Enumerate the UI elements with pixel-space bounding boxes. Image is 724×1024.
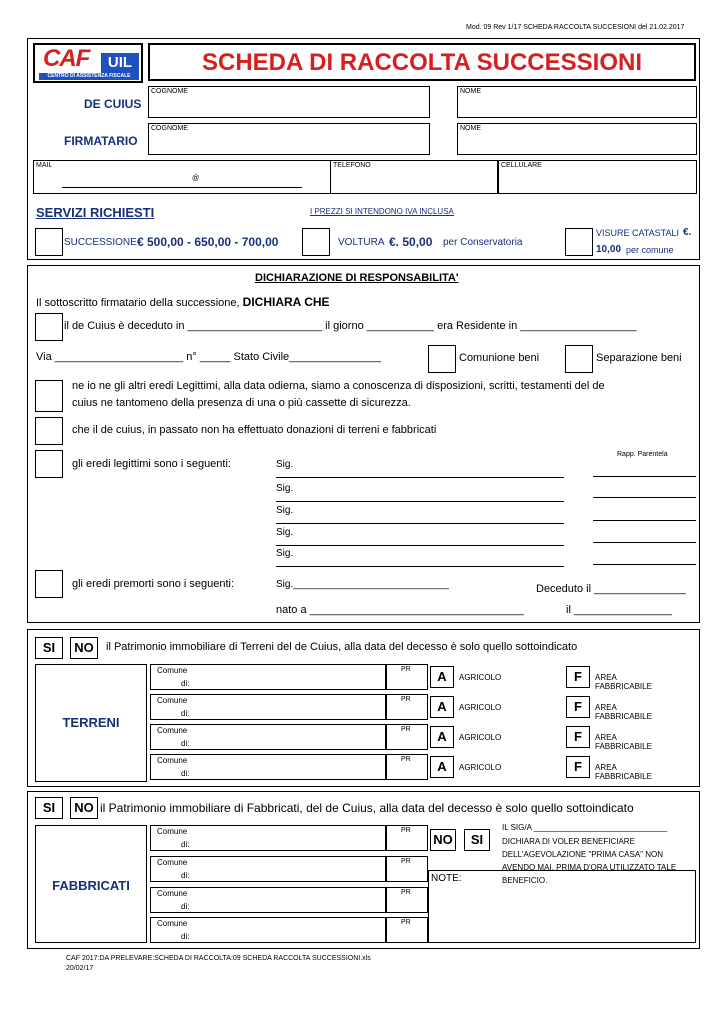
donazioni-checkbox[interactable] — [35, 417, 63, 445]
pr-label: PR — [401, 889, 411, 896]
sig-label: Sig. — [276, 505, 294, 516]
voltura-checkbox[interactable] — [302, 228, 330, 256]
title-frame — [148, 43, 696, 81]
prima-casa-text1: DICHIARA DI VOLER BENEFICIARE — [502, 837, 635, 846]
area-checkbox[interactable]: F — [566, 696, 590, 718]
field-label: NOME — [460, 125, 481, 132]
fabbricati-label: FABBRICATI — [52, 878, 130, 893]
premorti-label: gli eredi premorti sono i seguenti: — [72, 578, 235, 590]
comune-label: Comune — [157, 889, 188, 898]
comune-label: Comune — [157, 726, 188, 735]
dichiarazione-section — [27, 265, 700, 623]
nato-a[interactable]: nato a ___________________________________ — [276, 604, 524, 616]
terreni-si[interactable]: SI — [35, 637, 63, 659]
telefono-field[interactable] — [330, 160, 498, 194]
firmatario-cognome-field[interactable] — [148, 123, 430, 155]
legittimi-checkbox[interactable] — [35, 450, 63, 478]
sig-label: Sig. — [276, 548, 294, 559]
decuius-label: DE CUIUS — [84, 97, 142, 111]
erede-row[interactable] — [276, 483, 564, 502]
area-label: AREA FABBRICABILE — [595, 673, 652, 691]
testamenti-checkbox[interactable] — [35, 380, 63, 412]
logo-uil: UIL — [101, 53, 139, 73]
parentela-line[interactable] — [593, 476, 696, 477]
area-checkbox[interactable]: F — [566, 726, 590, 748]
comune-label: Comune — [157, 756, 188, 765]
firmatario-nome-field[interactable] — [457, 123, 697, 155]
area-label: AREA FABBRICABILE — [595, 733, 652, 751]
visure-note: per comune — [626, 245, 674, 255]
pr-label: PR — [401, 696, 411, 703]
nato-il[interactable]: il ________________ — [566, 604, 672, 616]
logo-caf: CAF — [43, 45, 90, 72]
prima-casa-no[interactable]: NO — [430, 829, 456, 851]
terreni-label-box — [35, 664, 147, 782]
visure-label: VISURE CATASTALI — [596, 228, 680, 238]
dichiara-che: DICHIARA CHE — [242, 295, 330, 309]
prima-casa-text4: BENEFICIO. — [502, 876, 548, 885]
area-label: AREA FABBRICABILE — [595, 703, 652, 721]
agricolo-label: AGRICOLO — [459, 733, 502, 742]
di-label: di: — [181, 871, 190, 880]
voltura-note: per Conservatoria — [443, 237, 523, 248]
sig-label: Sig. — [276, 527, 294, 538]
prima-casa-sig[interactable]: IL SIG/A ______________________________ — [502, 823, 668, 832]
sig-label: Sig. — [276, 483, 294, 494]
comune-field[interactable] — [150, 724, 386, 750]
pr-label: PR — [401, 756, 411, 763]
area-checkbox[interactable]: F — [566, 666, 590, 688]
area-label: AREA FABBRICABILE — [595, 763, 652, 781]
agricolo-checkbox[interactable]: A — [430, 756, 454, 778]
fabbricato-pr-field[interactable] — [386, 825, 428, 851]
comune-label: Comune — [157, 696, 188, 705]
fabbricato-comune-field[interactable] — [150, 856, 386, 882]
di-label: di: — [181, 679, 190, 688]
deceduto-il[interactable]: Deceduto il _______________ — [536, 583, 686, 595]
erede-row[interactable] — [276, 548, 564, 567]
comune-field[interactable] — [150, 694, 386, 720]
di-label: di: — [181, 709, 190, 718]
agricolo-label: AGRICOLO — [459, 763, 502, 772]
visure-checkbox[interactable] — [565, 228, 593, 256]
fabbricato-pr-field[interactable] — [386, 856, 428, 882]
field-label: COGNOME — [151, 88, 188, 95]
erede-row[interactable] — [276, 527, 564, 546]
agricolo-label: AGRICOLO — [459, 673, 502, 682]
field-label: COGNOME — [151, 125, 188, 132]
servizi-title: SERVIZI RICHIESTI — [36, 205, 155, 220]
footer-date: 20/02/17 — [66, 965, 94, 972]
di-label: di: — [181, 739, 190, 748]
parentela-line[interactable] — [593, 520, 696, 521]
rapp-parentela: Rapp. Parentela — [617, 451, 668, 458]
pr-field[interactable] — [386, 694, 428, 720]
field-label: TELEFONO — [333, 162, 371, 169]
decuius-cognome-field[interactable] — [148, 86, 430, 118]
pr-label: PR — [401, 726, 411, 733]
intro-text: Il sottoscritto firmatario della successione, — [36, 297, 240, 309]
logo-sub: CENTRO DI ASSISTENZA FISCALE — [39, 73, 139, 80]
mail-field[interactable] — [62, 170, 302, 188]
prima-casa-text3: AVENDO MAI, PRIMA D'ORA UTILIZZATO TALE — [502, 863, 677, 872]
terreni-label: TERRENI — [62, 715, 120, 730]
erede-row[interactable] — [276, 459, 564, 478]
premorti-sig[interactable]: Sig.____________________________ — [276, 579, 449, 590]
parentela-line[interactable] — [593, 497, 696, 498]
logo-frame — [33, 43, 143, 83]
successione-label: SUCCESSIONE — [64, 237, 137, 248]
note-label: NOTE: — [431, 873, 462, 884]
fabbricato-comune-field[interactable] — [150, 825, 386, 851]
comune-label: Comune — [157, 666, 188, 675]
pr-field[interactable] — [386, 724, 428, 750]
legittimi-label: gli eredi legittimi sono i seguenti: — [72, 458, 231, 470]
deceduto-checkbox[interactable] — [35, 313, 63, 341]
visure-price: 10,00 — [596, 244, 622, 255]
premorti-checkbox[interactable] — [35, 570, 63, 598]
parentela-line[interactable] — [593, 542, 696, 543]
field-label: CELLULARE — [501, 162, 542, 169]
fabbricato-pr-field[interactable] — [386, 917, 428, 943]
firmatario-label: FIRMATARIO — [64, 134, 138, 148]
pr-label: PR — [401, 919, 411, 926]
iva-note: I PREZZI SI INTENDONO IVA INCLUSA — [310, 207, 454, 216]
via-line: Via _____________________ n° _____ Stato Civile_______________ — [36, 351, 381, 363]
pr-field[interactable] — [386, 664, 428, 690]
fabbricati-si[interactable]: SI — [35, 797, 63, 819]
voltura-label: VOLTURA — [338, 237, 385, 248]
pr-label: PR — [401, 827, 411, 834]
cellulare-field[interactable] — [498, 160, 697, 194]
visure-euro: €. — [683, 227, 692, 238]
modulo-ref: Mod. 09 Rev 1/17 SCHEDA RACCOLTA SUCCESIONI del 21.02.2017 — [466, 24, 685, 31]
prima-casa-si[interactable]: SI — [464, 829, 490, 851]
sig-label: Sig. — [276, 459, 294, 470]
di-label: di: — [181, 932, 190, 941]
pr-label: PR — [401, 666, 411, 673]
agricolo-checkbox[interactable]: A — [430, 696, 454, 718]
dichiarazione-intro — [36, 295, 330, 309]
testamenti-text1: ne io ne gli altri eredi Legittimi, alla data odierna, siamo a conoscenza di disposizioni, scritti, testamenti del de — [72, 380, 605, 392]
fabbricato-comune-field[interactable] — [150, 887, 386, 913]
comune-label: Comune — [157, 858, 188, 867]
separazione-checkbox[interactable] — [565, 345, 593, 373]
fabbricati-no[interactable]: NO — [70, 797, 98, 819]
comunione-label: Comunione beni — [459, 352, 540, 364]
erede-row[interactable] — [276, 505, 564, 524]
di-label: di: — [181, 840, 190, 849]
fabbricato-pr-field[interactable] — [386, 887, 428, 913]
mail-label: MAIL — [36, 162, 53, 169]
comune-field[interactable] — [150, 664, 386, 690]
successione-price: € 500,00 - 650,00 - 700,00 — [137, 235, 279, 249]
parentela-line[interactable] — [593, 564, 696, 565]
prima-casa-text2: DELL'AGEVOLAZIONE "PRIMA CASA" NON — [502, 850, 664, 859]
comune-field[interactable] — [150, 754, 386, 780]
terreni-text: il Patrimonio immobiliare di Terreni del de Cuius, alla data del decesso è solo quello sottoindicato — [106, 641, 578, 653]
fabbricati-text: il Patrimonio immobiliare di Fabbricati, del de Cuius, alla data del decesso è solo quello sottoindicato — [100, 801, 634, 815]
agricolo-checkbox[interactable]: A — [430, 666, 454, 688]
note-field[interactable] — [428, 870, 696, 943]
separazione-label: Separazione beni — [596, 352, 682, 364]
footer-path: CAF 2017:DA PRELEVARE:SCHEDA DI RACCOLTA:09 SCHEDA RACCOLTA SUCCESSIONI.xls — [66, 955, 371, 962]
field-label: NOME — [460, 88, 481, 95]
comune-label: Comune — [157, 827, 188, 836]
di-label: di: — [181, 769, 190, 778]
deceduto-line: il de Cuius è deceduto in ______________________ il giorno ___________ era Residente in ___________________ — [64, 320, 637, 332]
dichiarazione-title: DICHIARAZIONE DI RESPONSABILITA' — [255, 272, 459, 284]
agricolo-checkbox[interactable]: A — [430, 726, 454, 748]
testamenti-text2: cuius ne tantomeno della presenza di una o più cassette di sicurezza. — [72, 397, 411, 409]
donazioni-text: che il de cuius, in passato non ha effettuato donazioni di terreni e fabbricati — [72, 424, 437, 436]
decuius-nome-field[interactable] — [457, 86, 697, 118]
terreni-no[interactable]: NO — [70, 637, 98, 659]
successione-checkbox[interactable] — [35, 228, 63, 256]
fabbricati-label-box — [35, 825, 147, 943]
at-sign: @ — [192, 175, 200, 182]
comune-label: Comune — [157, 919, 188, 928]
agricolo-label: AGRICOLO — [459, 703, 502, 712]
pr-field[interactable] — [386, 754, 428, 780]
area-checkbox[interactable]: F — [566, 756, 590, 778]
page-title: SCHEDA DI RACCOLTA SUCCESSIONI — [201, 49, 642, 76]
pr-label: PR — [401, 858, 411, 865]
fabbricato-comune-field[interactable] — [150, 917, 386, 943]
comunione-checkbox[interactable] — [428, 345, 456, 373]
di-label: di: — [181, 902, 190, 911]
voltura-price: €. 50,00 — [389, 235, 433, 249]
